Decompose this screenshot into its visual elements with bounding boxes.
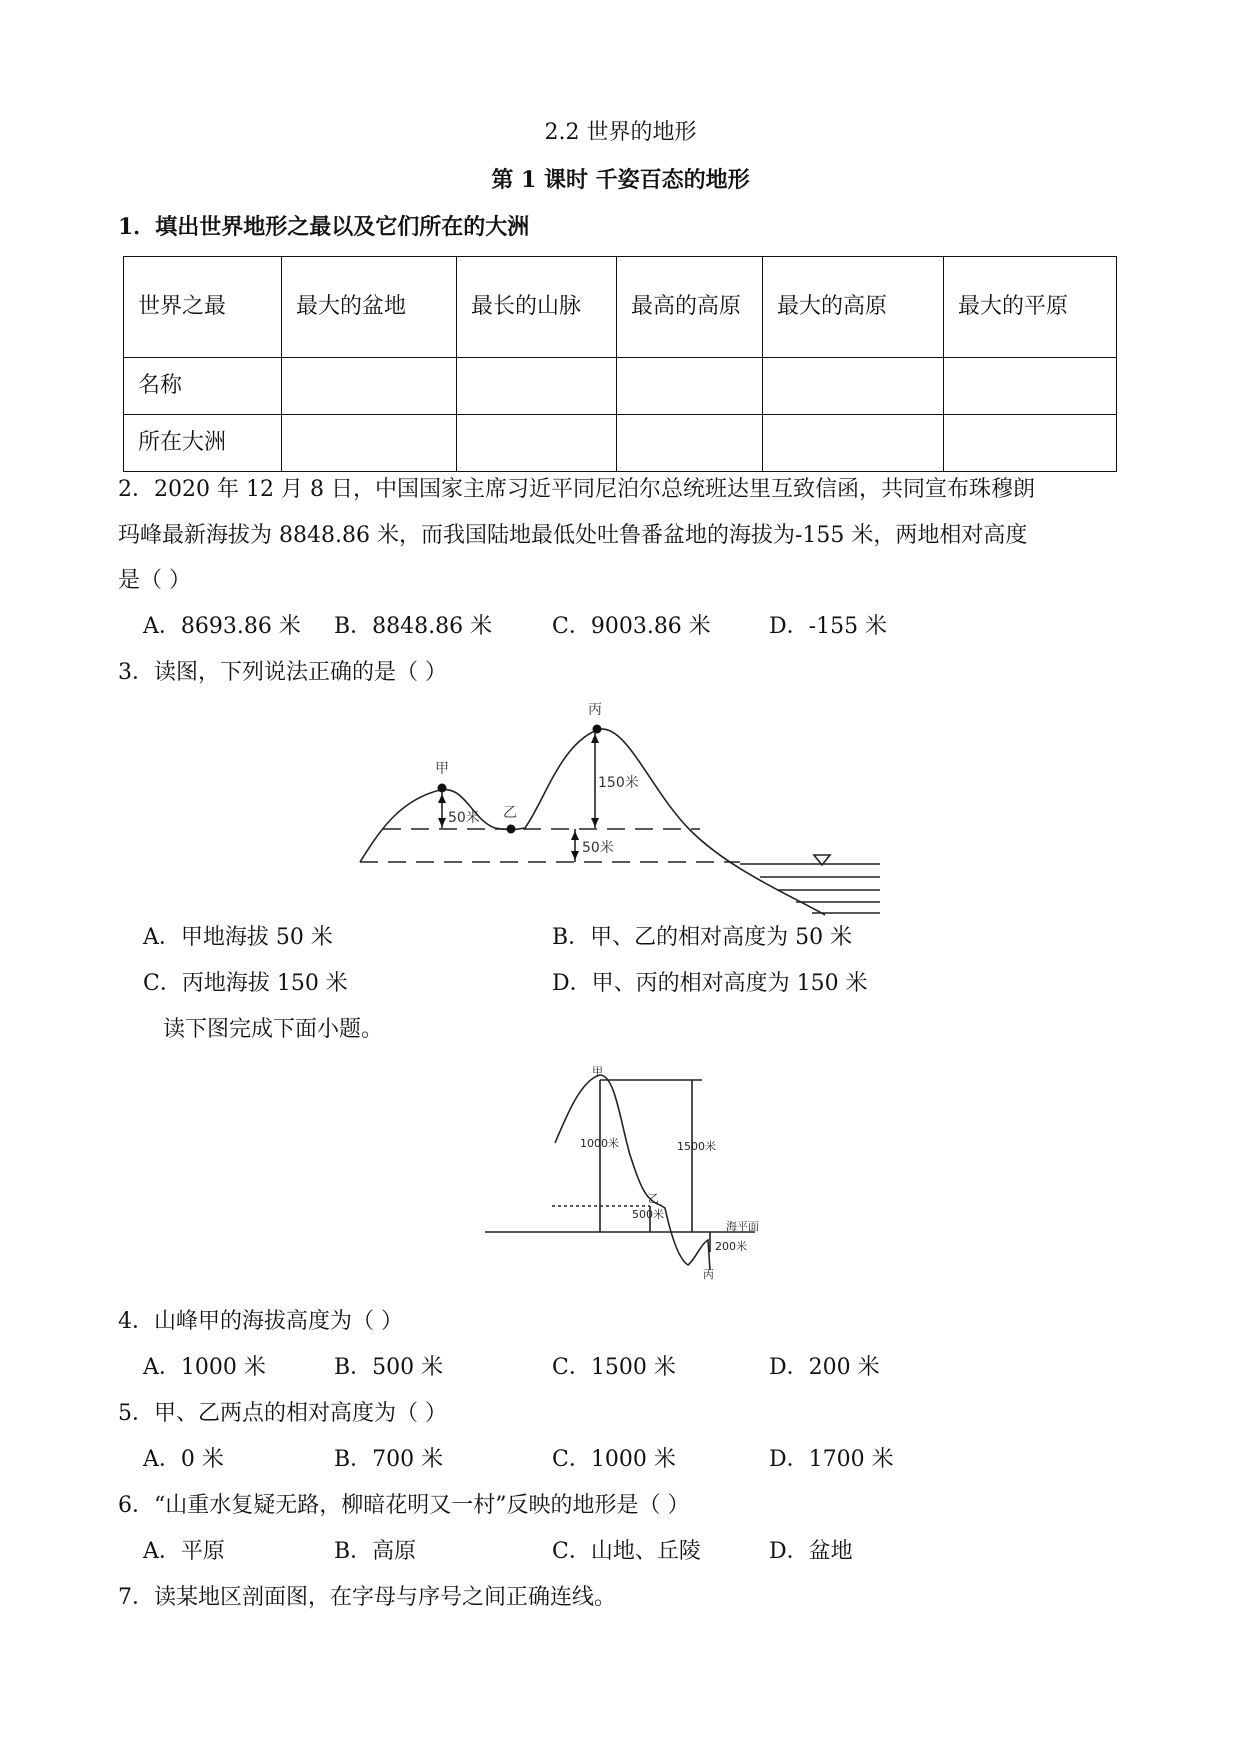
q2-option-d[interactable]: D．-155 米 [769, 614, 888, 639]
table-header-cell: 世界之最 [124, 257, 282, 358]
q4-prompt: 4．山峰甲的海拔高度为（ ） [118, 1309, 403, 1334]
group-intro: 读下图完成下面小题。 [163, 1017, 384, 1042]
fig2-label-bing: 丙 [703, 1268, 714, 1281]
row-label: 所在大洲 [124, 415, 282, 472]
fig2-label-1000: 1000米 [580, 1137, 619, 1150]
lesson-title: 第 1 课时 千姿百态的地形 [491, 167, 750, 193]
q2-line-2: 玛峰最新海拔为 8848.86 米，而我国陆地最低处吐鲁番盆地的海拔为-155 米，两地相对高度 [118, 523, 1028, 548]
q5-option-d[interactable]: D．1700 米 [769, 1447, 894, 1472]
table-header-cell: 最大的平原 [944, 257, 1117, 358]
q7-prompt: 7．读某地区剖面图，在字母与序号之间正确连线。 [118, 1585, 616, 1610]
q2-option-a[interactable]: A．8693.86 米 [143, 614, 301, 639]
q6-option-a[interactable]: A．平原 [143, 1539, 225, 1564]
row-label: 名称 [124, 358, 282, 415]
table-header-cell: 最长的山脉 [457, 257, 617, 358]
q2-option-c[interactable]: C．9003.86 米 [552, 614, 711, 639]
fig1-label-50-lower: 50米 [582, 840, 614, 856]
q3-option-a[interactable]: A．甲地海拔 50 米 [143, 925, 333, 950]
fig1-label-50-upper: 50米 [448, 810, 480, 826]
q5-option-b[interactable]: B．700 米 [334, 1447, 444, 1472]
fig1-label-yi: 乙 [503, 805, 517, 821]
q3-option-c[interactable]: C．丙地海拔 150 米 [143, 971, 348, 996]
fig2-label-sea: 海平面 [726, 1220, 759, 1233]
fig1-label-bing: 丙 [588, 702, 602, 718]
q5-option-a[interactable]: A．0 米 [143, 1447, 224, 1472]
q6-option-d[interactable]: D．盆地 [769, 1539, 853, 1564]
q6-prompt: 6．“山重水复疑无路，柳暗花明又一村”反映的地形是（ ） [118, 1493, 690, 1518]
q1-prompt: 1．填出世界地形之最以及它们所在的大洲 [118, 214, 530, 240]
q2-line-1: 2．2020 年 12 月 8 日，中国国家主席习近平同尼泊尔总统班达里互致信函，共同宣布珠穆朗 [118, 477, 1035, 502]
q2-line-3: 是（ ） [118, 568, 191, 593]
fig2-label-1500: 1500米 [677, 1140, 716, 1153]
q6-option-c[interactable]: C．山地、丘陵 [552, 1539, 701, 1564]
q3-prompt: 3．读图，下列说法正确的是（ ） [118, 660, 447, 685]
q5-prompt: 5．甲、乙两点的相对高度为（ ） [118, 1401, 447, 1426]
table-header-cell: 最大的高原 [763, 257, 944, 358]
q3-option-d[interactable]: D．甲、丙的相对高度为 150 米 [552, 971, 868, 996]
fig2-label-500: 500米 [632, 1208, 664, 1221]
fig2-label-yi: 乙 [648, 1192, 659, 1205]
q4-option-a[interactable]: A．1000 米 [143, 1355, 266, 1380]
q3-option-b[interactable]: B．甲、乙的相对高度为 50 米 [552, 925, 853, 950]
q2-option-b[interactable]: B．8848.86 米 [334, 614, 493, 639]
q4-option-b[interactable]: B．500 米 [334, 1355, 444, 1380]
fig2-label-jia: 甲 [592, 1065, 603, 1078]
fig2-label-200: 200米 [715, 1240, 747, 1253]
table-header-cell: 最大的盆地 [282, 257, 457, 358]
q5-option-c[interactable]: C．1000 米 [552, 1447, 676, 1472]
table-header-text: 最高的高原 [631, 294, 742, 319]
q4-option-c[interactable]: C．1500 米 [552, 1355, 676, 1380]
q4-option-d[interactable]: D．200 米 [769, 1355, 880, 1380]
q6-option-b[interactable]: B．高原 [334, 1539, 417, 1564]
fig1-label-150: 150米 [598, 775, 639, 791]
section-title: 2.2 世界的地形 [544, 120, 697, 145]
fig1-label-jia: 甲 [435, 761, 449, 777]
